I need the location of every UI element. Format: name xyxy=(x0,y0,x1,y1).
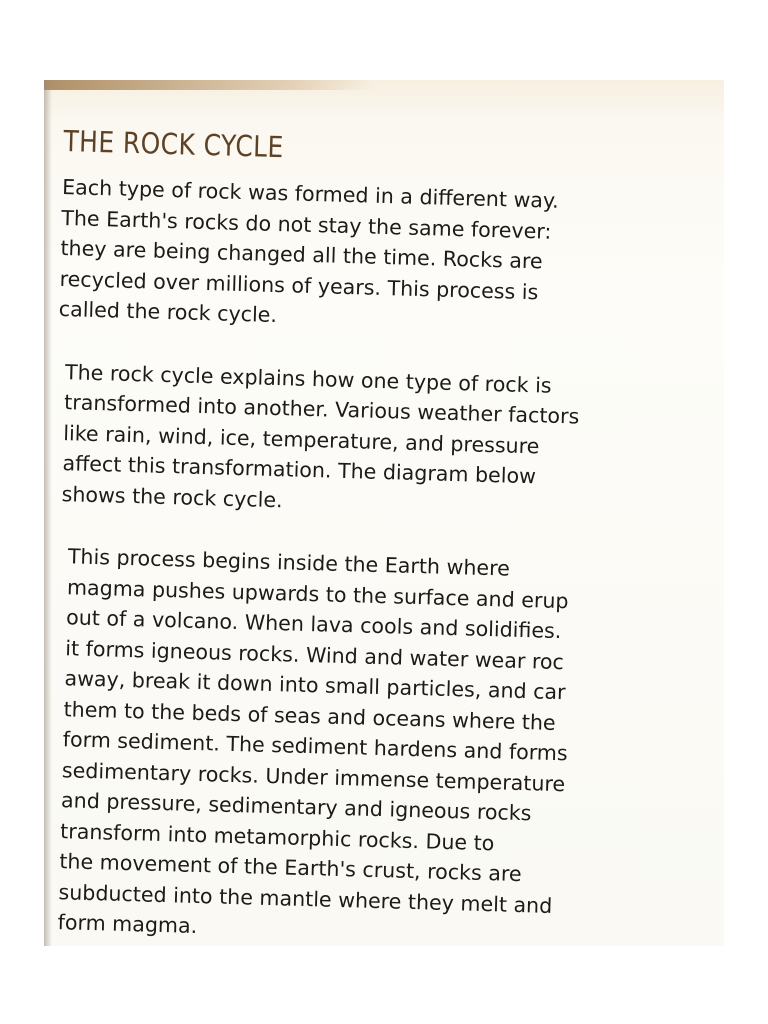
text-line: shows the rock cycle. xyxy=(61,481,283,512)
text-line: out of a volcano. When lava cools and solidifies. xyxy=(65,605,562,644)
paragraph-process xyxy=(57,541,707,946)
text-line: subducted into the mantle where they melt and xyxy=(58,879,553,918)
text-line: recycled over millions of years. This process is xyxy=(59,266,539,304)
text-line: Each type of rock was formed in a different way. xyxy=(61,174,560,213)
text-line: transform into metamorphic rocks. Due to xyxy=(59,818,495,855)
page-content xyxy=(44,124,719,946)
paragraph-transformation xyxy=(61,357,712,528)
text-line: transformed into another. Various weather factors xyxy=(63,390,580,429)
text-line: form magma. xyxy=(57,910,198,939)
page-top-edge xyxy=(44,80,374,90)
text-line: and pressure, sedimentary and igneous rocks xyxy=(60,788,532,826)
text-line: affect this transformation. The diagram below xyxy=(62,451,537,489)
text-line: it forms igneous rocks. Wind and water wear roc xyxy=(65,635,565,674)
book-page-photo xyxy=(44,80,724,946)
text-line: them to the beds of seas and oceans where the xyxy=(63,696,556,735)
text-line: form sediment. The sediment hardens and forms xyxy=(62,727,568,766)
text-line: like rain, wind, ice, temperature, and pressure xyxy=(63,420,540,458)
text-line: the movement of the Earth's crust, rocks are xyxy=(59,849,522,887)
text-line: they are being changed all the time. Rocks are xyxy=(60,235,543,274)
text-line: The Earth's rocks do not stay the same forever: xyxy=(61,205,552,244)
text-line: sedimentary rocks. Under immense temperature xyxy=(61,757,566,796)
section-heading: THE ROCK CYCLE xyxy=(63,124,285,165)
text-line: away, break it down into small particles, and car xyxy=(64,666,566,705)
text-line: magma pushes upwards to the surface and erup xyxy=(66,574,569,613)
text-line: This process begins inside the Earth where xyxy=(67,544,511,581)
text-line: The rock cycle explains how one type of rock is xyxy=(64,359,552,398)
paragraph-intro xyxy=(58,172,717,343)
text-line: called the rock cycle. xyxy=(58,296,278,328)
